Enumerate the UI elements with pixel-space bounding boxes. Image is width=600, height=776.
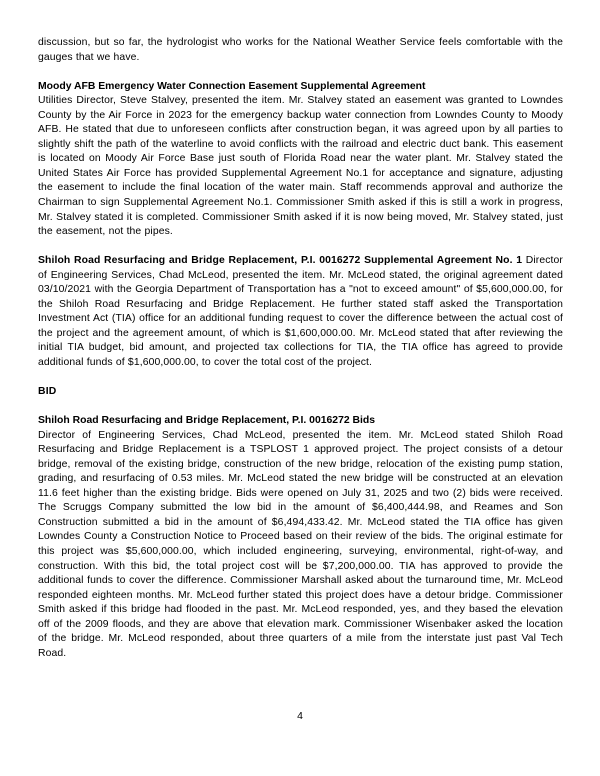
heading-moody-afb-easement: Moody AFB Emergency Water Connection Easement Supplemental Agreement	[38, 80, 426, 92]
paragraph-shiloh-road-bids-body: Director of Engineering Services, Chad McLeod, presented the item. Mr. McLeod stated Shiloh Road Resurfacing and Bridge Replacement is a TSPLOST 1 approved project. The project consists of a detour bridge, removal of the existing bridge, construction of the new bridge, relocation of the existing pump station, grading, and resurfacing of 0.53 miles. Mr. McLeod stated the new bridge will be constructed at an elevation 11.6 feet higher than the existing bridge. Bids were opened on July 31, 2025 and two (2) bids were received. The Scruggs Company submitted the low bid in the amount of $6,400,444.98, and Reames and Son Construction submitted a bid in the amount of $6,494,433.42. Mr. McLeod stated the TIA office has given Lowndes County a Construction Notice to Proceed based on their review of the bids. The original estimate for this project was $5,600,000.00, which included engineering, surveying, environmental, right-of-way, and construction. With this bid, the total project cost will be $7,200,000.00. TIA has approved to provide the additional funds to cover the difference. Commissioner Marshall asked about the turnaround time, Mr. McLeod responded eighteen months. Mr. McLeod further stated this project does have a detour bridge. Commissioner Smith asked if this bridge had flooded in the past. Mr. McLeod responded, yes, and they based the elevation off of the 2009 floods, and they are above that elevation mark. Commissioner Wisenbaker asked the location of the bridge. Mr. McLeod responded, about three quarters of a mile from the interstate just past Val Tech Road.	[38, 429, 563, 659]
section-label-bid: BID	[38, 385, 57, 397]
paragraph-shiloh-road-supplemental-agreement-body: Director of Engineering Services, Chad McLeod, presented the item. Mr. McLeod stated, the original agreement dated 03/10/2021 with the Georgia Department of Transportation has a "not to exceed amount" of $5,600,000.00, for the Shiloh Road Resurfacing and Bridge Replacement. He further stated staff asked the Transportation Investment Act (TIA) office for an additional funding request to cover the difference between the actual cost of the project and the agreement amount, of which is $1,600,000.00. Mr. McLeod stated that after reviewing the initial TIA budget, bid amount, and projected tax collections for TIA, the TIA office has agreed to provide additional funds of $1,600,000.00, to cover the total cost of the project.	[38, 255, 563, 368]
heading-shiloh-road-supplemental-agreement: Shiloh Road Resurfacing and Bridge Replacement, P.I. 0016272 Supplemental Agreement No. 1	[38, 255, 523, 267]
document-body	[38, 36, 563, 661]
paragraph-shiloh-road-supplemental-agreement	[38, 254, 563, 370]
heading-shiloh-road-bids: Shiloh Road Resurfacing and Bridge Replacement, P.I. 0016272 Bids	[38, 415, 376, 427]
paragraph-moody-afb-easement-body: Utilities Director, Steve Stalvey, presented the item. Mr. Stalvey stated an easement was granted to Lowndes County by the Air Force in 2023 for the emergency backup water connection from Lowndes County to Moody AFB. He stated that due to unforeseen conflicts after construction began, it was agreed upon by all parties to slightly shift the path of the waterline to avoid conflicts with the railroad and electric duct bank. This easement is located on Moody Air Force Base just south of Florida Road near the water plant. Mr. Stalvey stated the United States Air Force has provided Supplemental Agreement No.1 for acceptance and signature, adjusting the easement to include the final location of the water main. Staff recommends approval and authorize the Chairman to sign Supplemental Agreement No.1. Commissioner Smith asked if this is still a work in progress, Mr. Stalvey stated it is completed. Commissioner Smith asked if it is now being moved, Mr. Stalvey stated, just the easement, not the pipes.	[38, 95, 563, 238]
page-number: 4	[297, 711, 303, 722]
paragraph-hydrologist-gauges: discussion, but so far, the hydrologist who works for the National Weather Service feels comfortable with the gauges that we have.	[38, 37, 563, 63]
